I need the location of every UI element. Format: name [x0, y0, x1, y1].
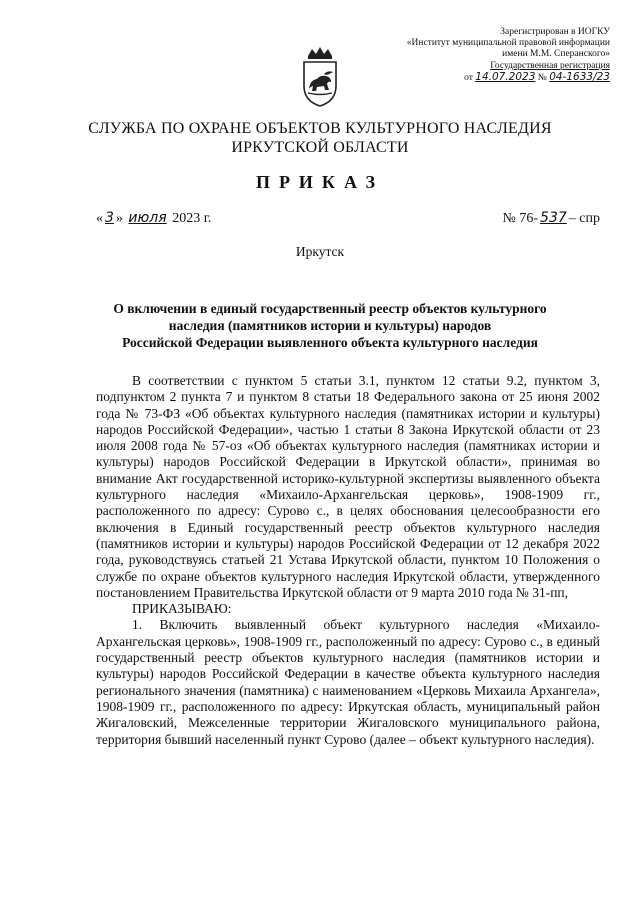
- registration-date-prefix: от: [464, 72, 473, 83]
- document-title: [70, 300, 590, 351]
- document-body: [96, 373, 600, 748]
- registration-line-4: Государственная регистрация: [490, 60, 610, 71]
- document-type: ПРИКАЗ: [255, 172, 385, 192]
- date-day: 3: [105, 210, 114, 226]
- order-number-prefix: № 76-: [502, 211, 539, 226]
- agency-name: [0, 119, 640, 157]
- document-title-line-2: наследия (памятников истории и культуры) народов: [168, 318, 492, 333]
- agency-name-line-1: СЛУЖБА ПО ОХРАНЕ ОБЪЕКТОВ КУЛЬТУРНОГО НАСЛЕДИЯ: [88, 120, 552, 137]
- coat-of-arms-icon: [300, 46, 340, 108]
- registration-date-value: 14.07.2023: [475, 70, 536, 83]
- preamble-paragraph: В соответствии с пунктом 5 статьи 3.1, пунктом 12 статьи 9.2, пунктом 3, подпунктом 2 пункта 7 и пунктом 8 статьи 18 Федерального закона от 25 июня 2002 года № 73-ФЗ «Об объектах культурного наследия (памятниках истории и культуры) народов Российской Федерации», частью 1 статьи 8 Закона Иркутской области от 23 июля 2008 года № 57-оз «Об объектах культурного наследия (памятниках истории и культуры) народов Российской Федерации в Иркутской области», принимая во внимание Акт государственной историко-культурной экспертизы выявленного объекта культурного наследия «Михаило-Архангельская церковь», 1908-1909 гг., расположенного по адресу: Сурово с., в целях обоснования целесообразности его включения в Единый государственный реестр объектов культурного наследия (памятников истории и культуры) народов Российской Федерации от 12 декабря 2022 года, руководствуясь статьей 21 Устава Иркутской области, пунктом 10 Положения о службе по охране объектов культурного наследия Иркутской области, утвержденного постановлением Правительства Иркутской области от 9 марта 2010 года № 31-пп,: [96, 373, 600, 600]
- registration-date-row: [350, 72, 610, 84]
- registration-stamp: [350, 27, 610, 84]
- registration-line-1: Зарегистрирован в ИОГКУ: [500, 27, 610, 37]
- date-open-quote: «: [96, 211, 103, 226]
- order-number: [503, 210, 600, 227]
- date-close-quote: »: [115, 211, 123, 226]
- order-word: ПРИКАЗЫВАЮ:: [132, 601, 232, 617]
- registration-line-2: «Институт муниципальной правовой информации: [406, 38, 610, 49]
- date-month: июля: [128, 210, 167, 226]
- order-item-1: 1. Включить выявленный объект культурного наследия «Михаило-Архангельская церковь», 1908-1909 гг., расположенный по адресу: Сурово с., в единый государственный реестр объектов культурного наследия (памятников истории и культуры) народов Российской Федерации в качестве объекта культурного наследия регионального значения (памятника) с наименованием «Церковь Михаила Архангела», 1908-1909 гг., расположенного по адресу: Иркутская область, муниципальный район Жигаловский, Межселенные территории Жигаловского муниципального района, территория бывший населенный пункт Сурово (далее – объект культурного наследия).: [96, 617, 600, 747]
- registration-line-3: имени М.М. Сперанского»: [502, 49, 610, 60]
- registration-number-value: 04-1633/23: [549, 70, 610, 83]
- date-year: 2023 г.: [172, 211, 212, 226]
- document-title-line-3: Российской Федерации выявленного объекта культурного наследия: [122, 335, 538, 350]
- order-date: [96, 210, 211, 227]
- document-title-line-1: О включении в единый государственный реестр объектов культурного: [113, 301, 547, 316]
- order-number-suffix: – спр: [568, 211, 600, 226]
- city: Иркутск: [295, 244, 345, 259]
- registration-number-prefix: №: [537, 72, 547, 83]
- order-number-value: 537: [540, 210, 567, 226]
- agency-name-line-2: ИРКУТСКОЙ ОБЛАСТИ: [231, 139, 409, 156]
